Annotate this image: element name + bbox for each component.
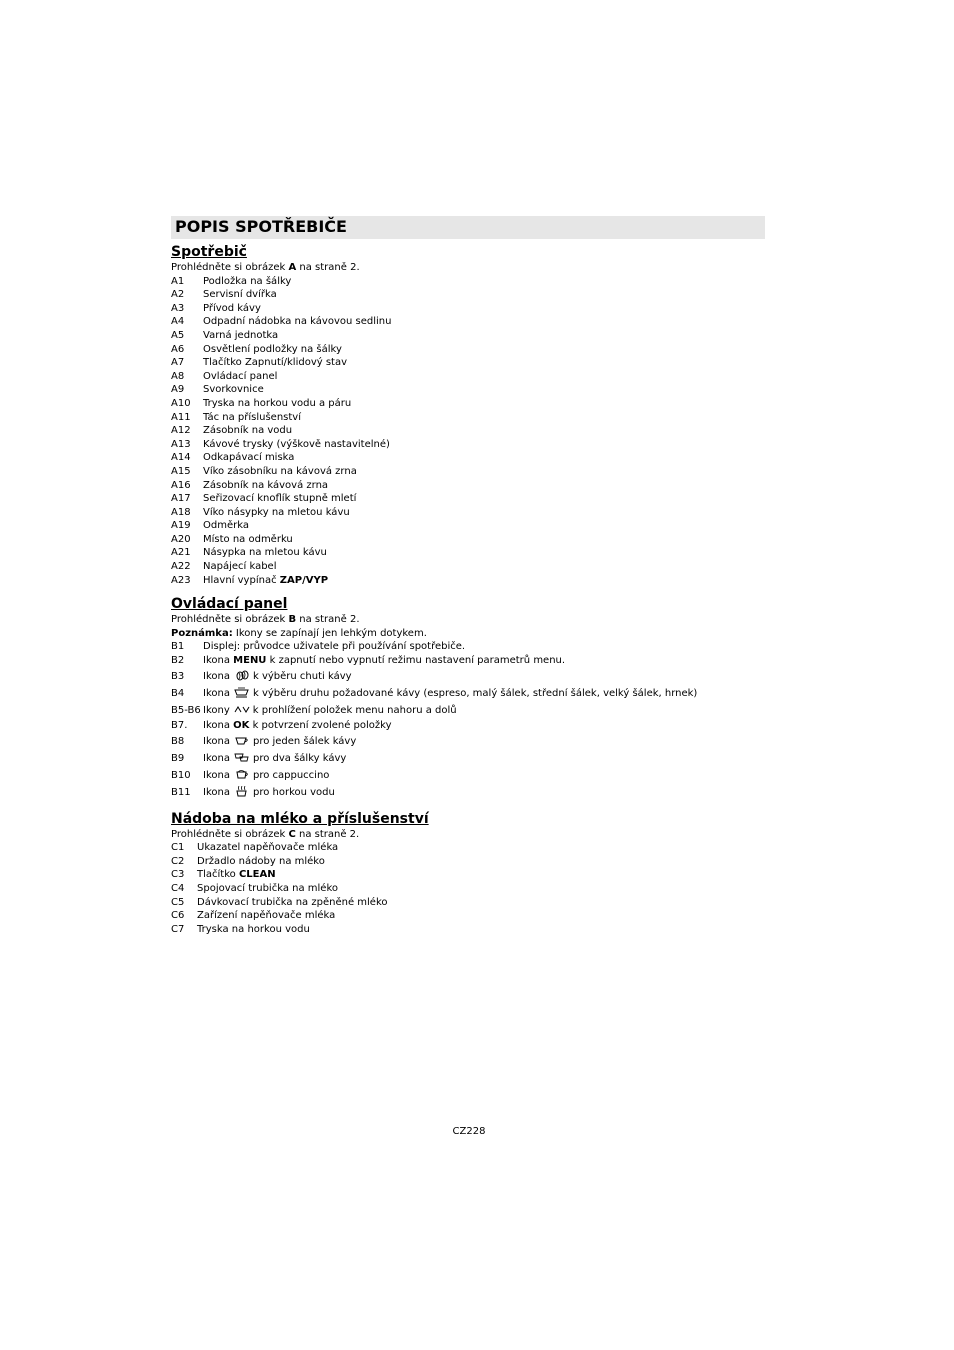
item-code: A23 xyxy=(171,574,191,586)
item-text: Víko zásobníku na kávová zrna xyxy=(203,465,357,477)
item-code: A5 xyxy=(171,329,185,341)
list-item xyxy=(171,275,765,289)
list-item: B8 Ikona pro jeden šálek kávy xyxy=(171,735,357,747)
page-number: CZ228 xyxy=(452,1126,486,1137)
item-code: A12 xyxy=(171,425,191,437)
item-text: Odkapávací miska xyxy=(203,452,295,464)
list-item: B1 Displej: průvodce uživatele při používání spotřebiče. xyxy=(171,641,466,653)
item-text: Hlavní vypínač ZAP/VYP xyxy=(203,574,329,586)
list-item xyxy=(171,438,765,452)
item-code: A14 xyxy=(171,452,191,464)
list-item xyxy=(171,329,765,343)
item-text: Tác na příslušenství xyxy=(203,411,301,423)
list-item xyxy=(171,546,765,560)
item-code: A7 xyxy=(171,357,185,369)
item-code: A13 xyxy=(171,438,191,450)
item-text: Svorkovnice xyxy=(203,384,264,396)
list-item xyxy=(171,519,765,533)
list-item: C1 Ukazatel napěňovače mléka xyxy=(171,842,339,854)
item-code: A9 xyxy=(171,384,185,396)
list-item: B7. Ikona OK k potvrzení zvolené položky xyxy=(171,720,392,732)
appliance-intro xyxy=(171,261,765,275)
list-item xyxy=(171,424,765,438)
appliance-parts-list xyxy=(171,275,765,574)
figure-ref: A xyxy=(288,262,297,273)
two-cups-icon xyxy=(234,752,250,763)
item-text: Napájecí kabel xyxy=(203,561,277,573)
item-code: A17 xyxy=(171,493,191,505)
item-code: A20 xyxy=(171,533,191,545)
list-item: B5-B6 Ikony k prohlížení položek menu nahoru a dolů xyxy=(171,705,457,716)
item-code: A15 xyxy=(171,465,191,477)
list-item xyxy=(171,370,765,384)
list-item xyxy=(171,533,765,547)
item-code: A3 xyxy=(171,302,185,314)
item-code: A8 xyxy=(171,370,185,382)
item-text: Odměrka xyxy=(203,520,249,532)
list-item: B3 Ikona k výběru chuti kávy xyxy=(171,670,352,682)
item-text: Odpadní nádobka na kávovou sedlinu xyxy=(203,316,392,328)
list-item xyxy=(171,397,765,411)
item-code: A21 xyxy=(171,547,191,559)
cup-size-icon xyxy=(234,687,250,698)
item-code: A1 xyxy=(171,275,185,287)
list-item: B4 Ikona k výběru druhu požadované kávy (espreso, malý šálek, střední šálek, velký šálek, hrnek) xyxy=(171,687,698,699)
list-item xyxy=(171,315,765,329)
spacer xyxy=(171,802,765,810)
item-text: Osvětlení podložky na šálky xyxy=(203,343,342,355)
spacer xyxy=(171,587,765,595)
panel-intro: Prohlédněte si obrázek B na straně 2. xyxy=(171,614,360,626)
item-text: Seřizovací knoflík stupně mletí xyxy=(203,493,357,505)
content-column xyxy=(171,243,765,936)
list-item xyxy=(171,574,765,588)
list-item xyxy=(171,343,765,357)
list-item: B11 Ikona pro horkou vodu xyxy=(171,787,335,799)
item-text: Zásobník na kávová zrna xyxy=(203,479,329,491)
list-item: C2 Držadlo nádoby na mléko xyxy=(171,855,325,867)
item-text: Servisní dvířka xyxy=(203,289,277,301)
list-item xyxy=(171,492,765,506)
list-item xyxy=(171,560,765,574)
list-item xyxy=(171,383,765,397)
item-text: Místo na odměrku xyxy=(203,533,293,545)
item-text: Tlačítko Zapnutí/klidový stav xyxy=(203,357,348,369)
list-item xyxy=(171,451,765,465)
item-code: A22 xyxy=(171,561,191,573)
list-item xyxy=(171,356,765,370)
item-text: Kávové trysky (výškově nastavitelné) xyxy=(203,438,390,450)
item-text: Víko násypky na mletou kávu xyxy=(203,506,350,518)
milk-heading: Nádoba na mléko a příslušenství xyxy=(171,810,429,827)
list-item xyxy=(171,411,765,425)
list-item: C4 Spojovací trubička na mléko xyxy=(171,882,338,894)
item-code: A16 xyxy=(171,479,191,491)
panel-note: Poznámka: Ikony se zapínají jen lehkým dotykem. xyxy=(171,627,427,639)
panel-heading: Ovládací panel xyxy=(171,596,288,613)
cappuccino-icon xyxy=(234,769,250,780)
item-text: Podložka na šálky xyxy=(203,275,292,287)
list-item: B2 Ikona MENU k zapnutí nebo vypnutí režimu nastavení parametrů menu. xyxy=(171,655,566,667)
item-code: A4 xyxy=(171,316,185,328)
item-text: Tryska na horkou vodu a páru xyxy=(203,397,352,409)
appliance-heading: Spotřebič xyxy=(171,244,247,260)
list-item xyxy=(171,506,765,520)
item-text: Zásobník na vodu xyxy=(203,425,293,437)
hot-water-icon xyxy=(234,786,250,797)
list-item: C3 Tlačítko CLEAN xyxy=(171,869,276,881)
list-item xyxy=(171,288,765,302)
item-code: A2 xyxy=(171,289,185,301)
list-item: B10 Ikona pro cappuccino xyxy=(171,770,330,782)
intro-text: na straně 2. xyxy=(296,262,360,273)
milk-intro: Prohlédněte si obrázek C na straně 2. xyxy=(171,828,360,840)
item-text: Ovládací panel xyxy=(203,370,278,382)
item-text: Přívod kávy xyxy=(203,302,261,314)
list-item xyxy=(171,302,765,316)
intro-text: Prohlédněte si obrázek xyxy=(171,262,289,273)
up-down-arrows-icon xyxy=(234,704,250,715)
list-item: C7 Tryska na horkou vodu xyxy=(171,923,310,935)
item-text: Varná jednotka xyxy=(203,329,279,341)
list-item xyxy=(171,465,765,479)
list-item: C6 Zařízení napěňovače mléka xyxy=(171,910,336,922)
section-header-bar xyxy=(171,216,765,239)
item-code: A18 xyxy=(171,506,191,518)
item-code: A6 xyxy=(171,343,185,355)
item-text: Násypka na mletou kávu xyxy=(203,547,327,559)
list-item: B9 Ikona pro dva šálky kávy xyxy=(171,752,347,764)
coffee-beans-icon xyxy=(234,670,250,681)
item-code: A10 xyxy=(171,397,191,409)
section-title: POPIS SPOTŘEBIČE xyxy=(175,217,347,236)
list-item: C5 Dávkovací trubička na zpěněné mléko xyxy=(171,896,388,908)
item-code: A11 xyxy=(171,411,191,423)
list-item xyxy=(171,479,765,493)
one-cup-icon xyxy=(234,735,250,746)
item-code: A19 xyxy=(171,520,191,532)
